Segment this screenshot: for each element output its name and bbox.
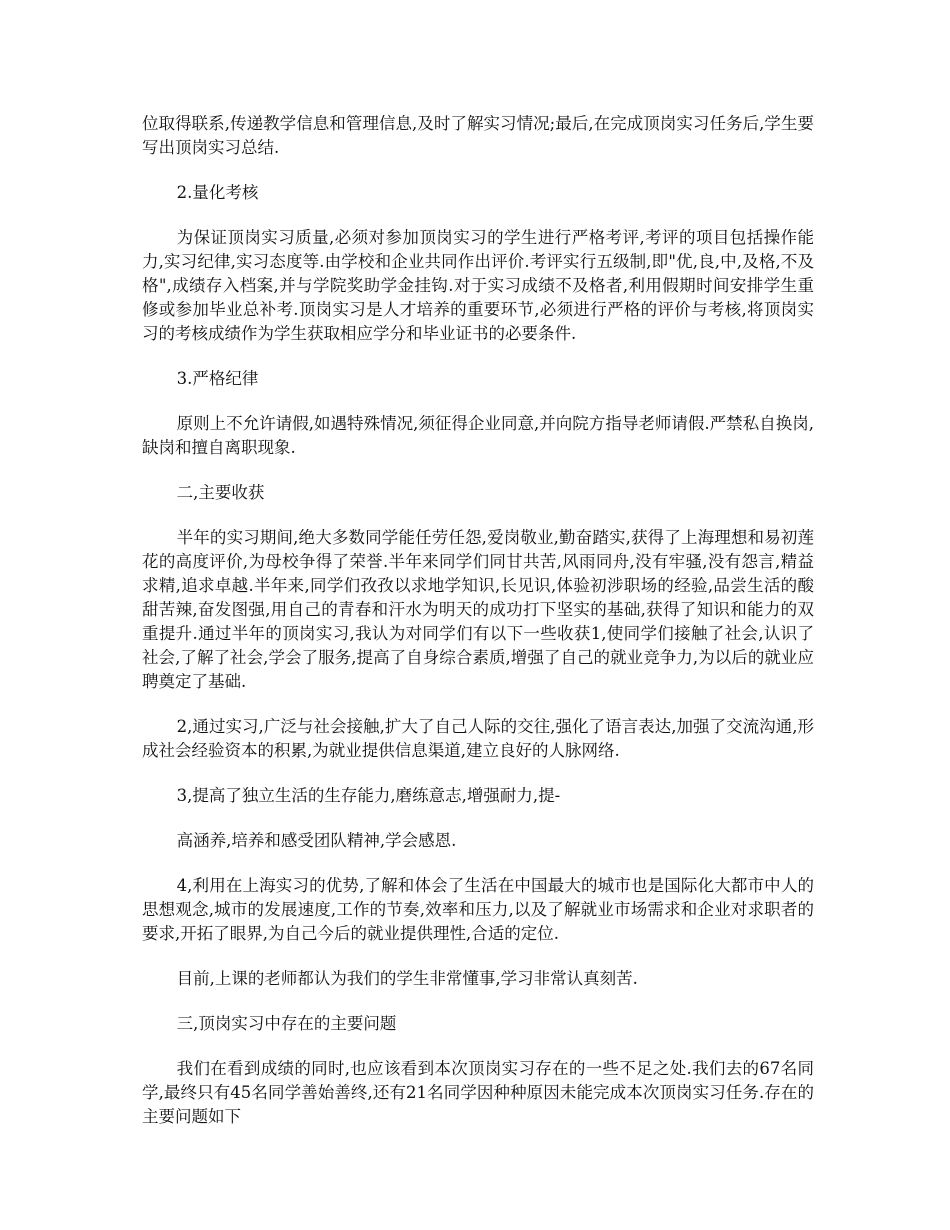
paragraph-discipline: 原则上不允许请假,如遇特殊情况,须征得企业同意,并向院方指导老师请假.严禁私自换岗,缺岗和擅自离职现象. — [142, 414, 814, 457]
paragraph-problems: 我们在看到成绩的同时,也应该看到本次顶岗实习存在的一些不足之处.我们去的67名同学,最终只有45名同学善始善终,还有21名同学因种种原因未能完成本次顶岗实习任务.存在的主要问题如下 — [142, 1059, 814, 1126]
heading-strict-discipline: 3.严格纪律 — [176, 369, 259, 388]
paragraph-gain-3: 3,提高了独立生活的生存能力,磨练意志,增强耐力,提- — [176, 786, 561, 805]
heading-quantitative-assessment: 2.量化考核 — [176, 183, 259, 202]
paragraph-gain-3-continued: 高涵养,培养和感受团队精神,学会感恩. — [176, 831, 457, 850]
paragraph-gain-4: 4,利用在上海实习的优势,了解和体会了生活在中国最大的城市也是国际化大都市中人的思想观念,城市的发展速度,工作的节奏,效率和压力,以及了解就业市场需求和企业对求职者的要求,开拓了眼界,为自己今后的就业提供理性,合适的定位. — [142, 876, 814, 943]
document-page — [142, 112, 814, 1150]
paragraph-gain-2: 2,通过实习,广泛与社会接触,扩大了自己人际的交往,强化了语言表达,加强了交流沟通,形成社会经验资本的积累,为就业提供信息渠道,建立良好的人脉网络. — [142, 717, 814, 760]
paragraph-assessment: 为保证顶岗实习质量,必须对参加顶岗实习的学生进行严格考评,考评的项目包括操作能力,实习纪律,实习态度等.由学校和企业共同作出评价.考评实行五级制,即"优,良,中,及格,不及格",成绩存入档案,并与学院奖助学金挂钩.对于实习成绩不及格者,利用假期时间安排学生重修或参加毕业总补考.顶岗实习是人才培养的重要环节,必须进行严格的评价与考核,将顶岗实习的考核成绩作为学生获取相应学分和毕业证书的必要条件. — [142, 228, 814, 343]
heading-main-problems: 三,顶岗实习中存在的主要问题 — [176, 1014, 397, 1033]
paragraph-continuation: 位取得联系,传递教学信息和管理信息,及时了解实习情况;最后,在完成顶岗实习任务后,学生要写出顶岗实习总结. — [142, 114, 814, 157]
paragraph-teacher-feedback: 目前,上课的老师都认为我们的学生非常懂事,学习非常认真刻苦. — [176, 969, 638, 988]
paragraph-gains: 半年的实习期间,绝大多数同学能任劳任怨,爱岗敬业,勤奋踏实,获得了上海理想和易初莲花的高度评价,为母校争得了荣誉.半年来同学们同甘共苦,风雨同舟,没有牢骚,没有怨言,精益求精,追求卓越.半年来,同学们孜孜以求地学知识,长见识,体验初涉职场的经验,品尝生活的酸甜苦辣,奋发图强,用自己的青春和汗水为明天的成功打下坚实的基础,获得了知识和能力的双重提升.通过半年的顶岗实习,我认为对同学们有以下一些收获1,使同学们接触了社会,认识了社会,了解了社会,学会了服务,提高了自身综合素质,增强了自己的就业竞争力,为以后的就业应聘奠定了基础. — [142, 528, 814, 691]
heading-main-gains: 二,主要收获 — [176, 483, 265, 502]
